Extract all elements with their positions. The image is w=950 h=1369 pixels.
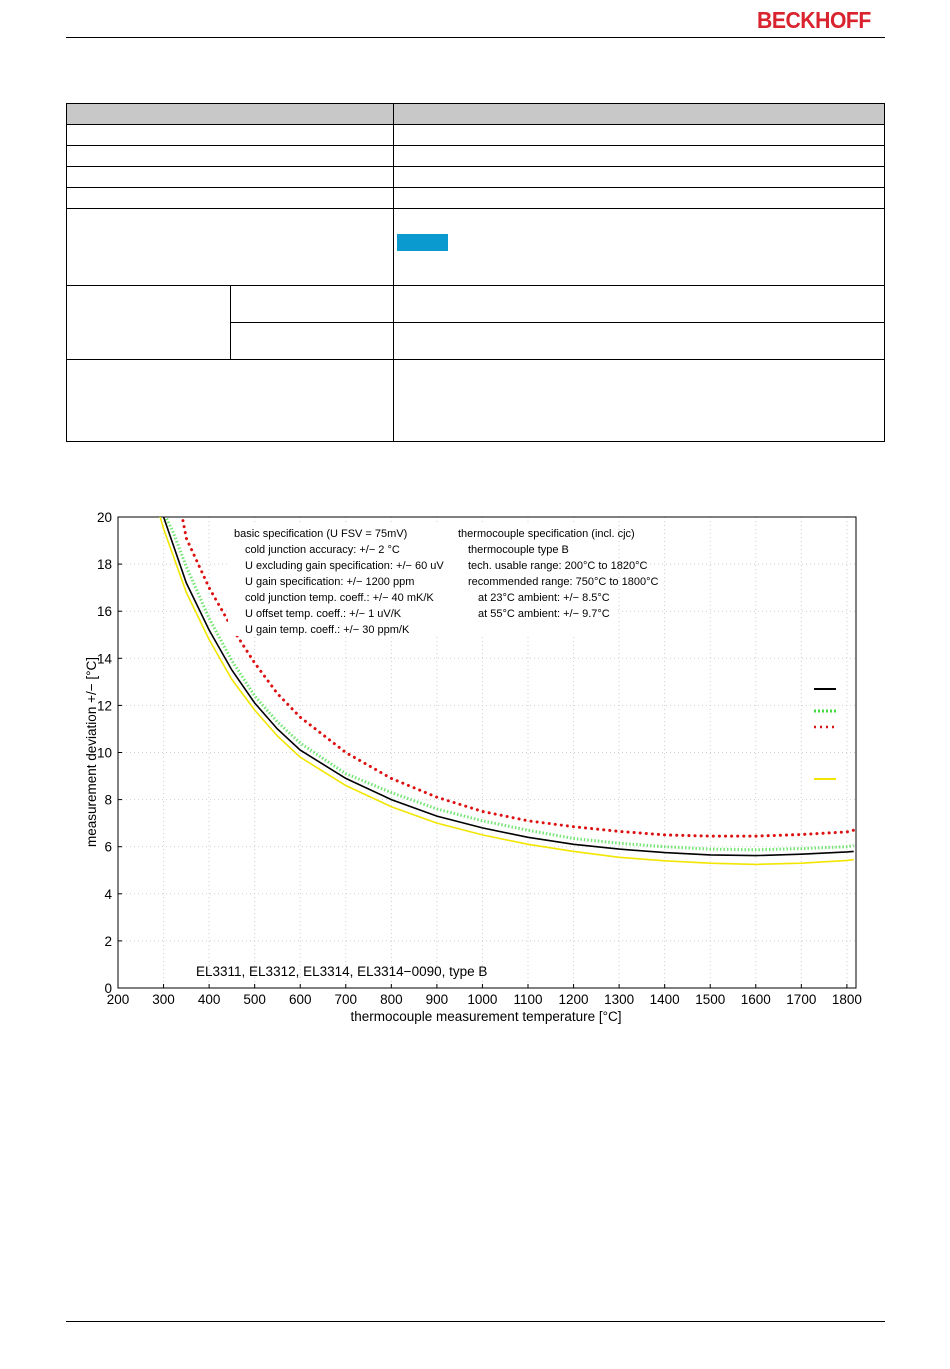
x-tick-label: 300 xyxy=(152,992,175,1007)
x-tick-label: 1500 xyxy=(695,992,726,1007)
y-tick-label: 2 xyxy=(104,933,112,949)
annotation-line: recommended range: 750°C to 1800°C xyxy=(468,576,659,588)
y-tick-label: 12 xyxy=(96,698,112,714)
y-tick-label: 20 xyxy=(96,510,112,525)
x-tick-label: 1800 xyxy=(831,992,862,1007)
annotation-line: cold junction temp. coeff.: +/− 40 mK/K xyxy=(245,592,434,604)
annotation-line: tech. usable range: 200°C to 1820°C xyxy=(468,560,648,572)
x-tick-label: 700 xyxy=(334,992,358,1007)
annotation-line: U gain temp. coeff.: +/− 30 ppm/K xyxy=(245,624,410,636)
annotation-line: at 23°C ambient: +/− 8.5°C xyxy=(478,592,610,604)
y-axis-label: measurement deviation +/− [°C] xyxy=(84,657,99,847)
x-tick-label: 1000 xyxy=(467,992,498,1007)
y-tick-label: 0 xyxy=(104,981,112,996)
y-tick-label: 4 xyxy=(104,886,112,902)
chart-footer-label: EL3311, EL3312, EL3314, EL3314−0090, type B xyxy=(196,964,488,979)
x-tick-label: 600 xyxy=(288,992,312,1007)
annotation-line: thermocouple type B xyxy=(468,544,569,556)
x-tick-label: 1100 xyxy=(513,992,543,1007)
annotation-line: at 55°C ambient: +/− 9.7°C xyxy=(478,608,610,620)
annotation-line: basic specification (U FSV = 75mV) xyxy=(234,528,408,540)
annotation-line: thermocouple specification (incl. cjc) xyxy=(458,528,635,540)
x-tick-label: 1700 xyxy=(786,992,817,1007)
footer-rule xyxy=(66,1321,885,1322)
y-tick-label: 6 xyxy=(104,839,112,855)
x-tick-label: 1200 xyxy=(558,992,589,1007)
annotation-line: U excluding gain specification: +/− 60 uV xyxy=(245,560,444,572)
y-tick-label: 8 xyxy=(104,792,112,808)
annotation-line: cold junction accuracy: +/− 2 °C xyxy=(245,544,400,556)
x-tick-label: 500 xyxy=(243,992,266,1007)
x-tick-label: 200 xyxy=(106,992,130,1007)
annotation-line: U gain specification: +/− 1200 ppm xyxy=(245,576,415,588)
x-tick-label: 1600 xyxy=(740,992,771,1007)
y-tick-label: 16 xyxy=(96,604,112,620)
x-tick-label: 1400 xyxy=(649,992,680,1007)
y-tick-label: 18 xyxy=(96,557,112,573)
annotation-line: U offset temp. coeff.: +/− 1 uV/K xyxy=(245,608,402,620)
x-tick-label: 400 xyxy=(197,992,221,1007)
x-tick-label: 1300 xyxy=(604,992,635,1007)
beckhoff-logo: BECKHOFF xyxy=(757,7,871,33)
y-tick-label: 10 xyxy=(96,745,112,761)
x-tick-labels xyxy=(107,984,862,1007)
x-axis-label: thermocouple measurement temperature [°C] xyxy=(350,1009,622,1024)
chart-legend xyxy=(814,689,836,779)
y-tick-label: 14 xyxy=(96,651,112,667)
x-tick-label: 800 xyxy=(380,992,403,1007)
x-tick-label: 900 xyxy=(425,992,449,1007)
